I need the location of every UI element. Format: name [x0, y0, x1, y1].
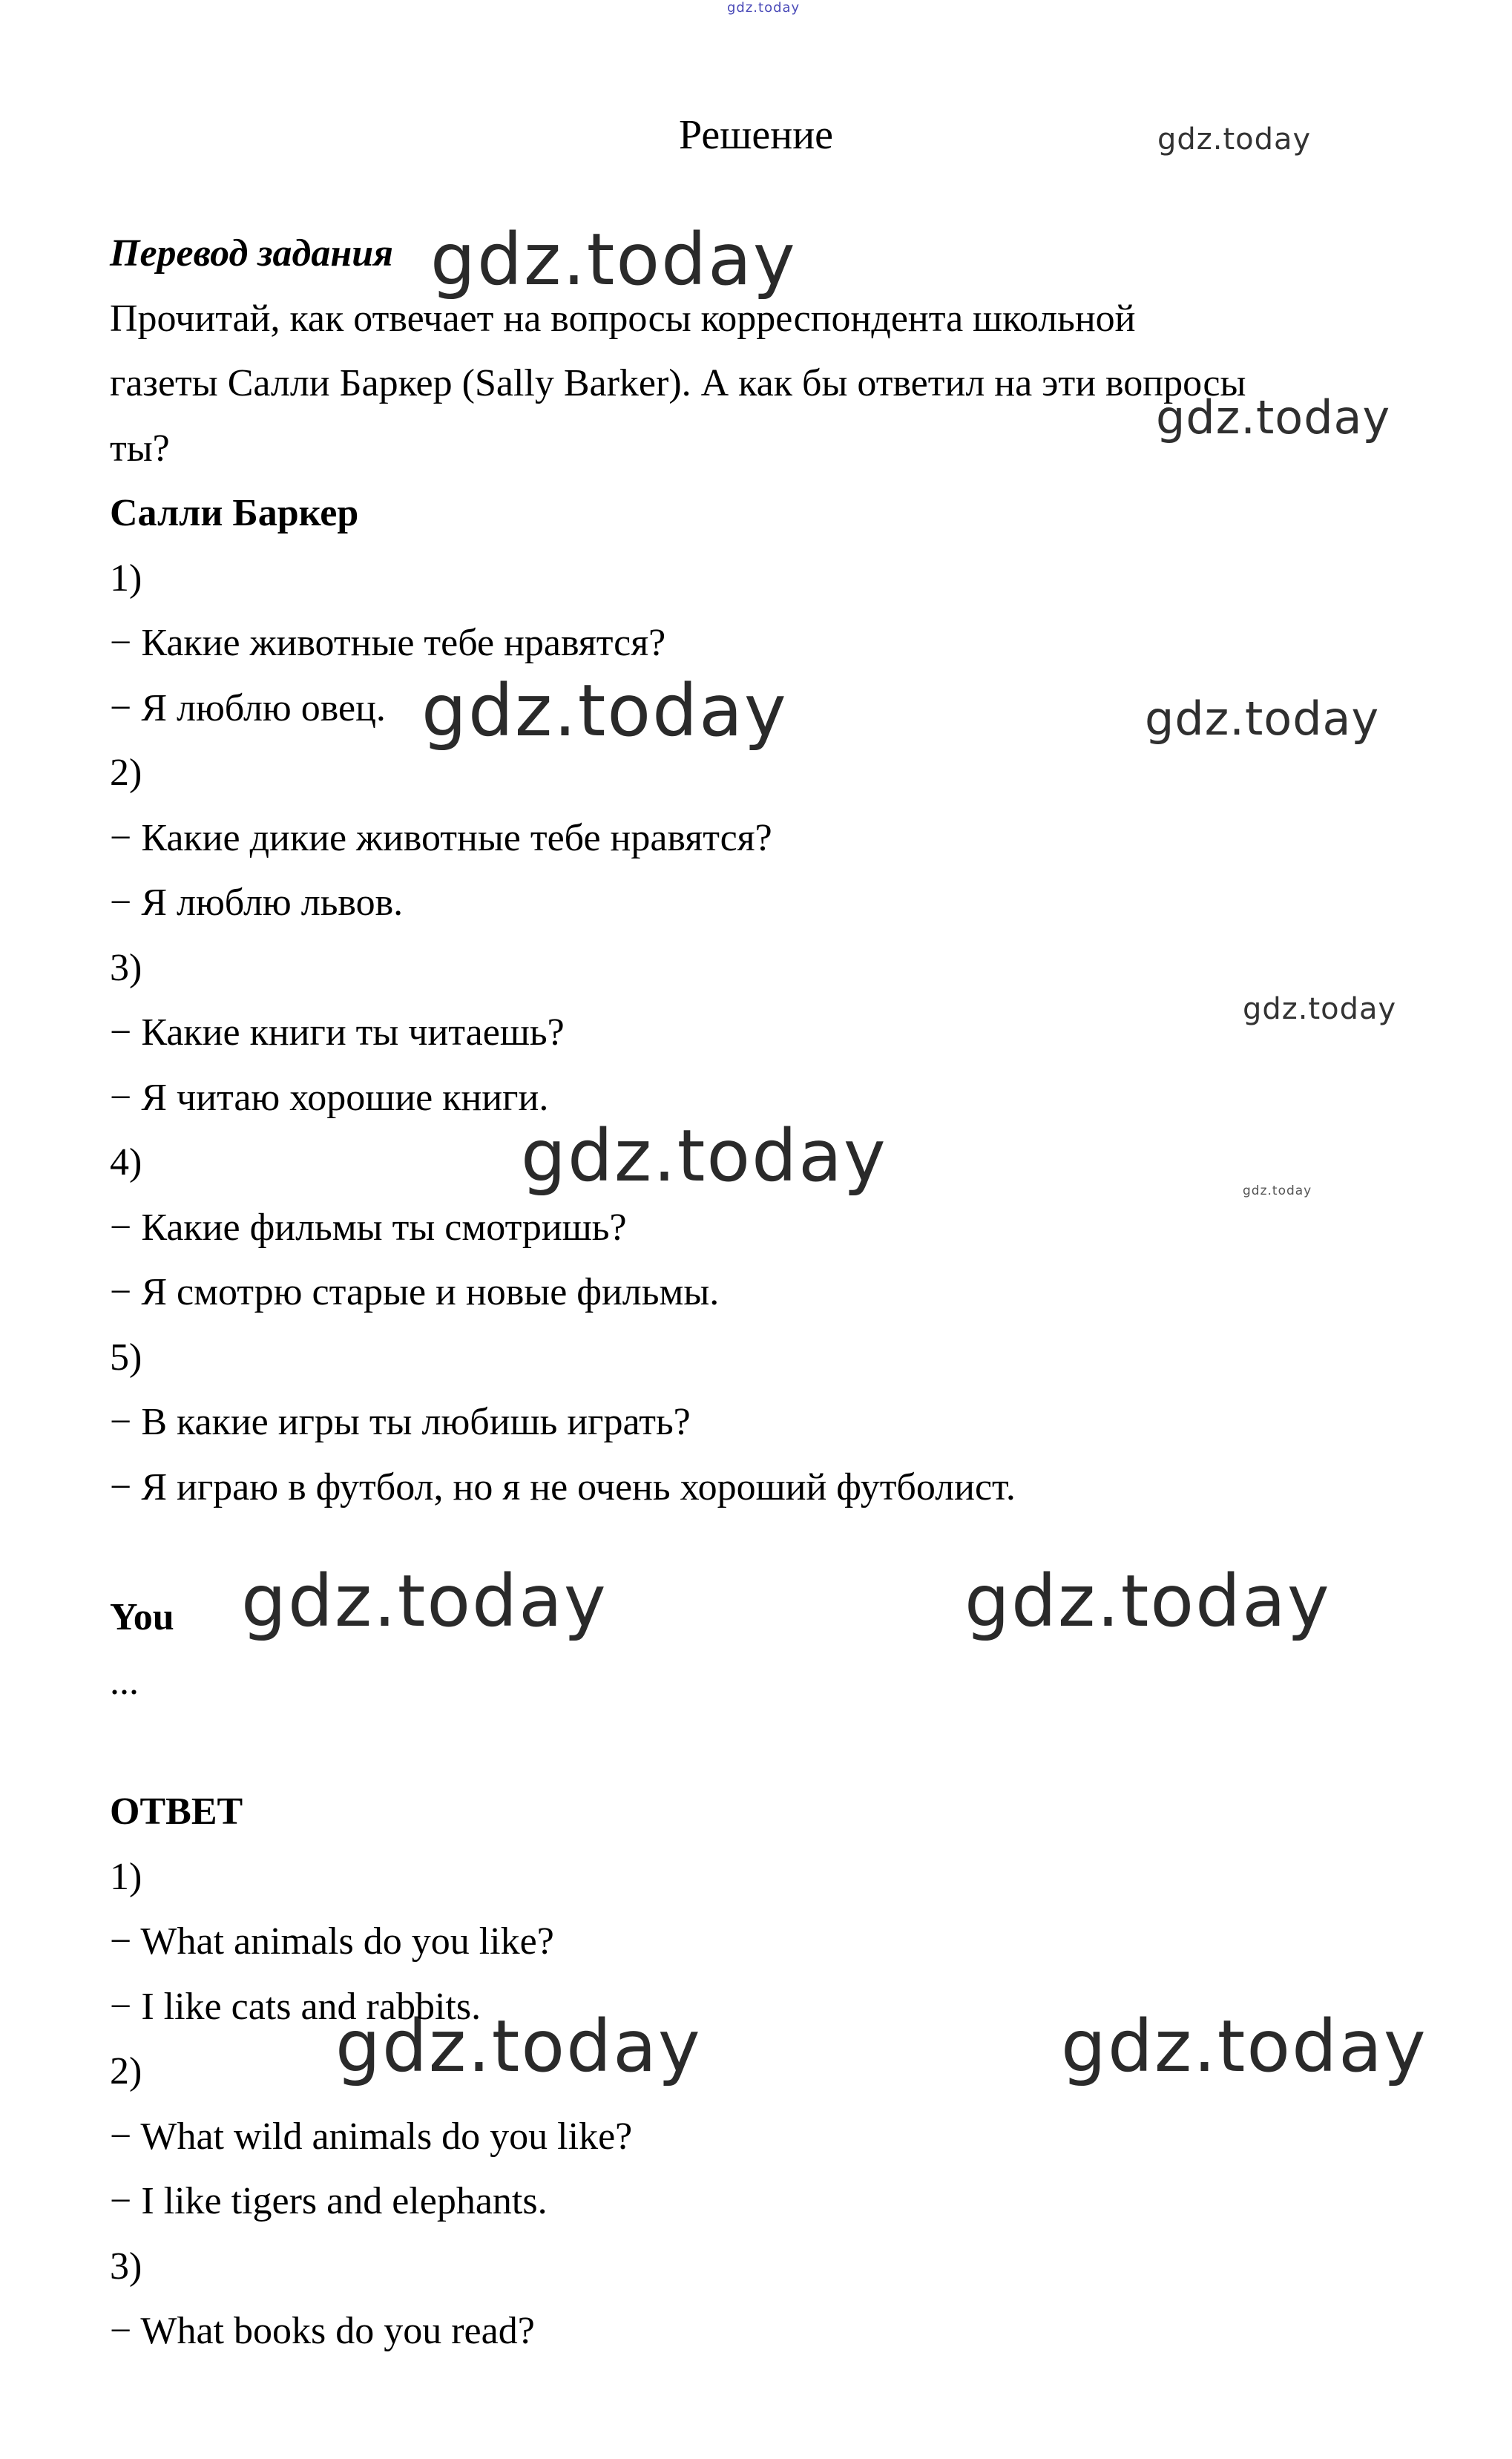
item-number: 1): [110, 1855, 142, 1898]
answer-line: − I like tigers and elephants.: [110, 2180, 548, 2222]
answer-line: − Я играю в футбол, но я не очень хороший футболист.: [110, 1465, 1016, 1508]
answer-heading: ОТВЕТ: [110, 1790, 243, 1833]
watermark-top: gdz.today: [727, 0, 801, 16]
item-number: 2): [110, 2050, 142, 2092]
watermark: gdz.today: [1145, 692, 1380, 746]
question-line: − Какие животные тебе нравятся?: [110, 622, 666, 664]
answer-line: − Я читаю хорошие книги.: [110, 1076, 549, 1119]
answer-line: − I like cats and rabbits.: [110, 1985, 481, 2028]
item-number: 3): [110, 946, 142, 989]
question-line: − What animals do you like?: [110, 1920, 554, 1963]
question-line: − Какие дикие животные тебе нравятся?: [110, 816, 772, 859]
spacer: [110, 1715, 1416, 1780]
answer-line: − Я люблю львов.: [110, 882, 404, 924]
question-line: − What books do you read?: [110, 2310, 535, 2352]
answer-line: − Я люблю овец.: [110, 686, 386, 729]
watermark: gdz.today: [1157, 122, 1312, 157]
watermark: gdz.today: [1156, 390, 1391, 444]
item-number: 5): [110, 1336, 142, 1379]
watermark: gdz.today: [521, 1114, 887, 1198]
watermark: gdz.today: [430, 218, 797, 301]
watermark: gdz.today: [335, 2005, 702, 2088]
watermark: gdz.today: [1243, 992, 1397, 1026]
watermark: gdz.today: [964, 1560, 1331, 1643]
solution-content: [110, 218, 1416, 2364]
interviewee-name: Салли Баркер: [110, 492, 359, 534]
page-title: Решение: [678, 112, 834, 158]
item-number: 3): [110, 2245, 142, 2288]
item-number: 2): [110, 752, 142, 794]
watermark: gdz.today: [1243, 1183, 1312, 1198]
intro-line: ты?: [110, 427, 170, 470]
watermark: gdz.today: [421, 669, 788, 752]
question-line: − What wild animals do you like?: [110, 2115, 633, 2158]
intro-line: Прочитай, как отвечает на вопросы корреспондента школьной: [110, 297, 1136, 340]
item-number: 1): [110, 557, 142, 600]
question-line: − В какие игры ты любишь играть?: [110, 1401, 691, 1443]
watermark: gdz.today: [241, 1560, 608, 1643]
you-label: You: [110, 1595, 174, 1638]
translation-heading: Перевод задания: [110, 232, 393, 275]
intro-line: газеты Салли Баркер (Sally Barker). А как бы ответил на эти вопросы: [110, 362, 1246, 404]
watermark: gdz.today: [1061, 2005, 1427, 2088]
spacer: [110, 1520, 1416, 1585]
answer-line: − Я смотрю старые и новые фильмы.: [110, 1271, 720, 1313]
question-line: − Какие книги ты читаешь?: [110, 1011, 565, 1054]
question-line: − Какие фильмы ты смотришь?: [110, 1206, 627, 1249]
item-number: 4): [110, 1141, 142, 1183]
you-dots: ...: [110, 1661, 139, 1703]
